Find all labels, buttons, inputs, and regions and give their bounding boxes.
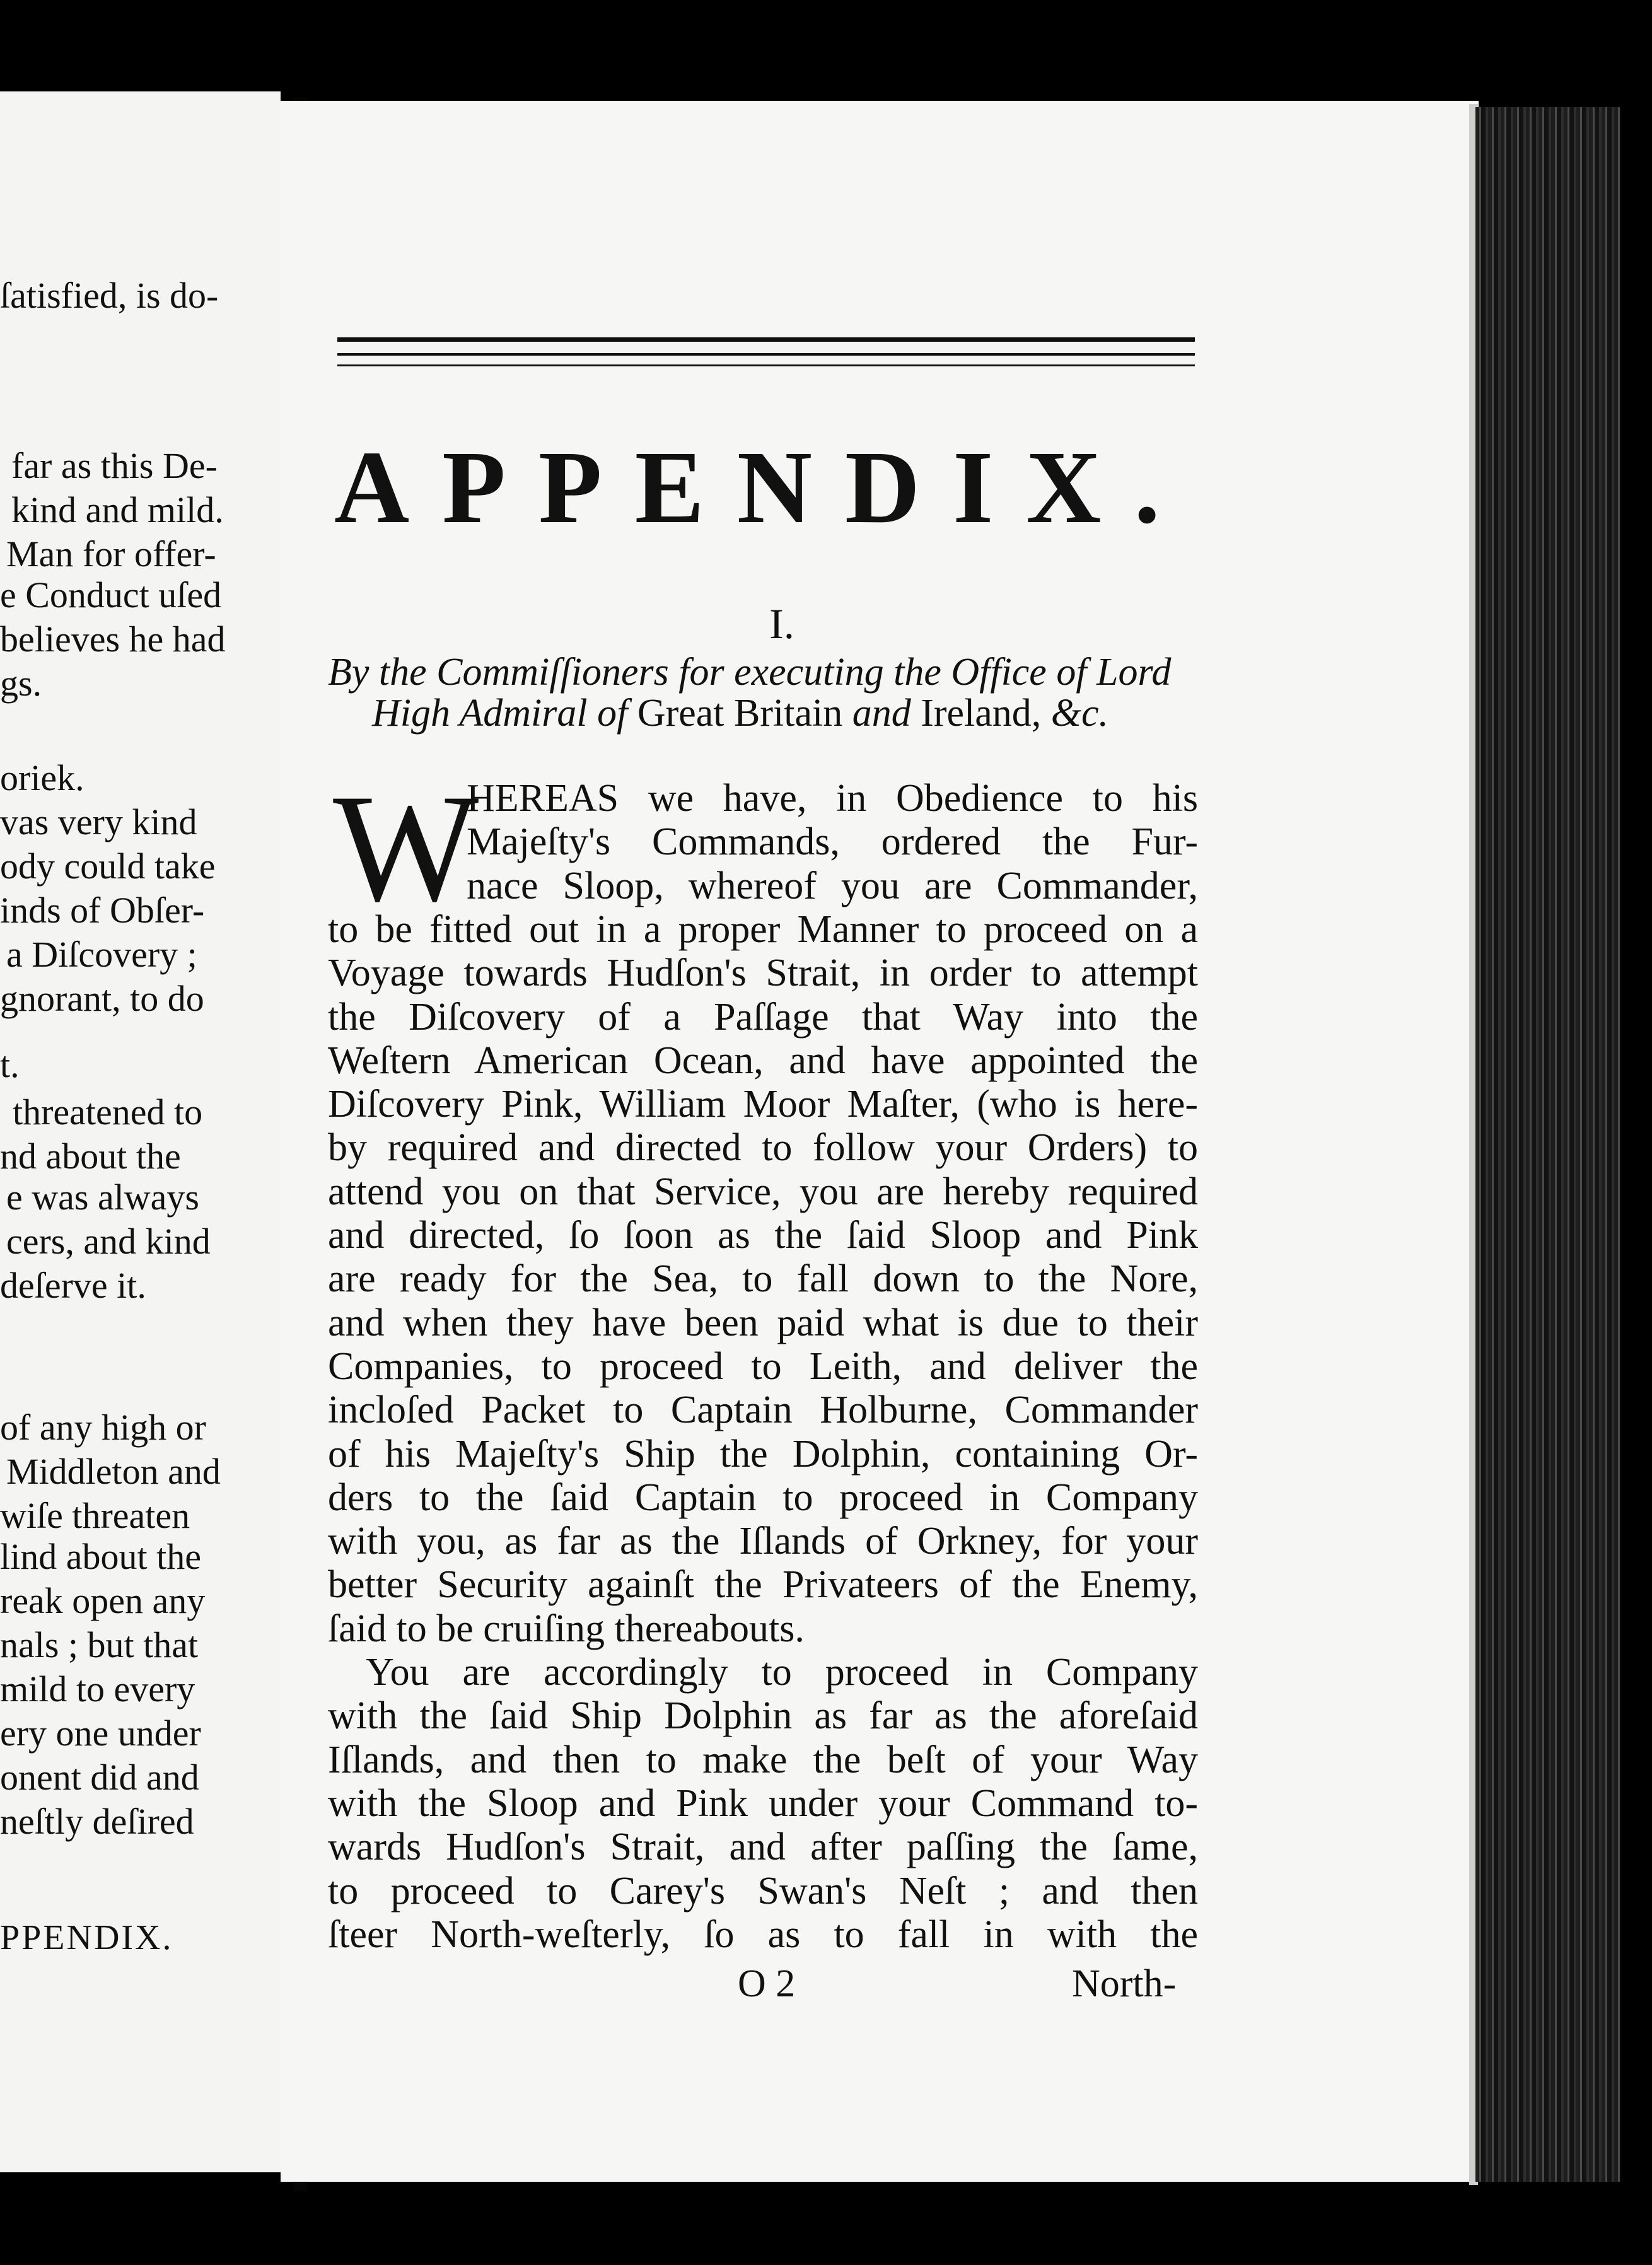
- left-line: reak open any: [0, 1580, 206, 1621]
- heading-text-2a: High Admiral of: [372, 692, 628, 735]
- left-line: kind and mild.: [11, 489, 224, 530]
- top-rule-thin: [337, 353, 1195, 356]
- body-line: of his Majeſty's Ship the Dolphin, containing Or-: [328, 1433, 1198, 1476]
- left-line: e was always: [6, 1177, 200, 1218]
- left-line: threatened to: [13, 1092, 203, 1132]
- body-line: with the Sloop and Pink under your Command to-: [328, 1782, 1198, 1825]
- left-line: gs.: [0, 663, 42, 704]
- left-page: [0, 91, 281, 2172]
- body-line: nace Sloop, whereof you are Commander,: [467, 865, 1198, 907]
- left-line: a Diſcovery ;: [6, 934, 197, 975]
- heading-line-1: [328, 653, 1204, 692]
- left-line: e Conduct uſed: [0, 574, 222, 615]
- drop-cap: W: [333, 762, 479, 933]
- top-rule-thick: [337, 337, 1195, 342]
- body-line: and when they have been paid what is due to their: [328, 1301, 1198, 1344]
- heading-text-2e: &c.: [1050, 692, 1109, 735]
- body-line: ſteer North-weſterly, ſo as to fall in with the: [328, 1913, 1198, 1956]
- left-line: ery one under: [0, 1713, 201, 1754]
- left-line: oriek.: [0, 757, 84, 798]
- heading-line-2: [372, 694, 1248, 733]
- body-line: Companies, to proceed to Leith, and deliver the: [328, 1345, 1198, 1388]
- left-line: believes he had: [0, 619, 226, 660]
- left-line: deſerve it.: [0, 1265, 146, 1306]
- body-line: by required and directed to follow your Orders) to: [328, 1126, 1198, 1169]
- heading-text-1: By the Commiſſioners for executing the Office of Lord: [328, 651, 1172, 694]
- left-line: Middleton and: [6, 1451, 221, 1492]
- left-line: gnorant, to do: [0, 978, 204, 1019]
- top-rule-hairline: [337, 364, 1195, 366]
- left-line: inds of Obſer-: [0, 890, 205, 931]
- body-line: Diſcovery Pink, William Moor Maſter, (who is here-: [328, 1083, 1198, 1126]
- left-line: mild to every: [0, 1668, 195, 1709]
- left-line: neſtly deſired: [0, 1801, 194, 1842]
- body-line: You are accordingly to proceed in Company: [366, 1651, 1198, 1694]
- body-line: with the ſaid Ship Dolphin as far as the aforeſaid: [328, 1694, 1198, 1737]
- body-line: ſaid to be cruiſing thereabouts.: [328, 1607, 805, 1650]
- left-line: nd about the: [0, 1136, 181, 1177]
- body-line: to proceed to Carey's Swan's Neſt ; and then: [328, 1870, 1198, 1913]
- section-numeral: I.: [769, 600, 794, 648]
- body-line: to be fitted out in a proper Manner to proceed on a: [328, 908, 1198, 951]
- heading-text-2c: and: [852, 692, 911, 735]
- left-line: ody could take: [0, 846, 216, 887]
- left-line: onent did and: [0, 1757, 199, 1798]
- left-line: cers, and kind: [6, 1221, 211, 1262]
- body-line: the Diſcovery of a Paſſage that Way into the: [328, 996, 1198, 1039]
- book-edge: [1475, 107, 1620, 2182]
- left-line: wiſe threaten: [0, 1495, 190, 1536]
- heading-text-2b: Great Britain: [637, 692, 843, 735]
- body-line: and directed, ſo ſoon as the ſaid Sloop and Pink: [328, 1214, 1198, 1257]
- catchword: North-: [1072, 1962, 1177, 2005]
- left-line: nals ; but that: [0, 1624, 199, 1665]
- left-line: vas very kind: [0, 801, 197, 842]
- left-line: PPENDIX.: [0, 1918, 173, 1957]
- body-line: Voyage towards Hudſon's Strait, in order to attempt: [328, 952, 1198, 994]
- page-title: APPENDIX.: [334, 429, 1193, 545]
- left-line: t.: [0, 1044, 20, 1085]
- body-line: better Security againſt the Privateers of the Enemy,: [328, 1563, 1198, 1606]
- body-line: Majeſty's Commands, ordered the Fur-: [467, 820, 1198, 863]
- left-line: lind about the: [0, 1536, 201, 1577]
- body-line: incloſed Packet to Captain Holburne, Commander: [328, 1389, 1198, 1431]
- left-line: ſatisfied, is do-: [0, 275, 219, 316]
- body-line: with you, as far as the Iſlands of Orkney, for your: [328, 1520, 1198, 1563]
- body-line: Iſlands, and then to make the beſt of your Way: [328, 1738, 1198, 1781]
- body-line: are ready for the Sea, to fall down to the Nore,: [328, 1257, 1198, 1300]
- body-line: HEREAS we have, in Obedience to his: [467, 777, 1198, 820]
- signature-mark: O 2: [738, 1962, 796, 2005]
- left-line: Man for offer-: [6, 533, 216, 574]
- body-line: Weſtern American Ocean, and have appointed the: [328, 1039, 1198, 1082]
- body-line: attend you on that Service, you are hereby required: [328, 1170, 1198, 1213]
- heading-text-2d: Ireland,: [921, 692, 1042, 735]
- left-line: far as this De-: [11, 445, 218, 486]
- body-line: ders to the ſaid Captain to proceed in Company: [328, 1476, 1198, 1519]
- left-line: of any high or: [0, 1407, 206, 1448]
- body-line: wards Hudſon's Strait, and after paſſing the ſame,: [328, 1825, 1198, 1868]
